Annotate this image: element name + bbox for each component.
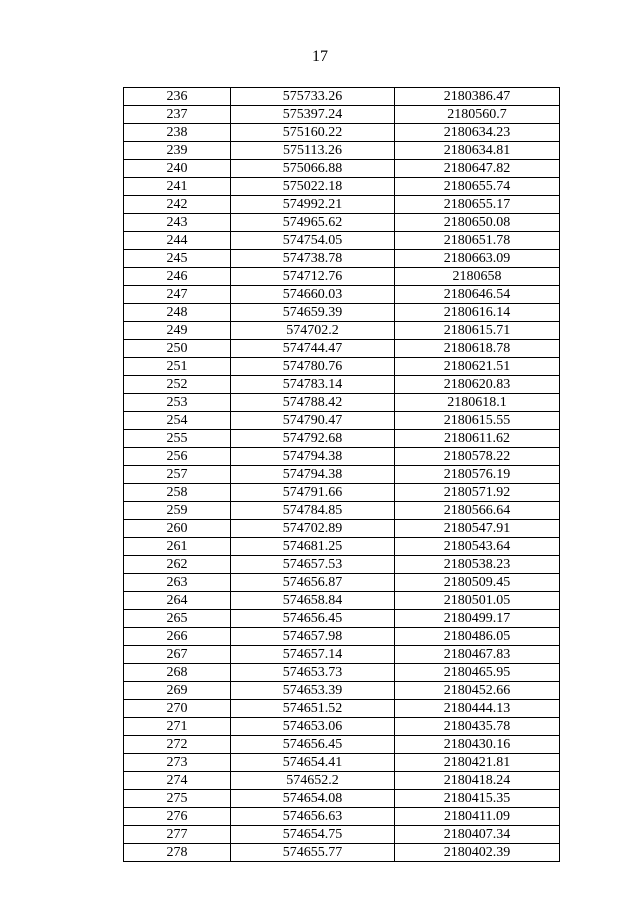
y-coordinate-cell: 2180499.17	[395, 610, 560, 628]
y-coordinate-cell: 2180618.1	[395, 394, 560, 412]
x-coordinate-cell: 574651.52	[231, 700, 395, 718]
y-coordinate-cell: 2180407.34	[395, 826, 560, 844]
table-row	[124, 790, 560, 808]
table-row	[124, 574, 560, 592]
x-coordinate-cell: 574656.45	[231, 610, 395, 628]
point-number-cell: 275	[124, 790, 231, 808]
table-row	[124, 448, 560, 466]
point-number-cell: 270	[124, 700, 231, 718]
point-number-cell: 254	[124, 412, 231, 430]
table-row	[124, 664, 560, 682]
y-coordinate-cell: 2180655.17	[395, 196, 560, 214]
x-coordinate-cell: 575066.88	[231, 160, 395, 178]
table-row	[124, 358, 560, 376]
point-number-cell: 256	[124, 448, 231, 466]
point-number-cell: 262	[124, 556, 231, 574]
point-number-cell: 265	[124, 610, 231, 628]
x-coordinate-cell: 574681.25	[231, 538, 395, 556]
point-number-cell: 242	[124, 196, 231, 214]
point-number-cell: 252	[124, 376, 231, 394]
x-coordinate-cell: 574790.47	[231, 412, 395, 430]
point-number-cell: 237	[124, 106, 231, 124]
coordinates-table	[123, 87, 560, 862]
point-number-cell: 249	[124, 322, 231, 340]
y-coordinate-cell: 2180421.81	[395, 754, 560, 772]
y-coordinate-cell: 2180651.78	[395, 232, 560, 250]
table-row	[124, 520, 560, 538]
point-number-cell: 255	[124, 430, 231, 448]
point-number-cell: 251	[124, 358, 231, 376]
x-coordinate-cell: 574792.68	[231, 430, 395, 448]
table-row	[124, 340, 560, 358]
point-number-cell: 239	[124, 142, 231, 160]
point-number-cell: 236	[124, 88, 231, 106]
y-coordinate-cell: 2180663.09	[395, 250, 560, 268]
table-row	[124, 394, 560, 412]
point-number-cell: 246	[124, 268, 231, 286]
y-coordinate-cell: 2180402.39	[395, 844, 560, 862]
point-number-cell: 260	[124, 520, 231, 538]
table-row	[124, 178, 560, 196]
table-row	[124, 772, 560, 790]
y-coordinate-cell: 2180538.23	[395, 556, 560, 574]
point-number-cell: 264	[124, 592, 231, 610]
point-number-cell: 267	[124, 646, 231, 664]
table-row	[124, 610, 560, 628]
table-row	[124, 484, 560, 502]
point-number-cell: 250	[124, 340, 231, 358]
point-number-cell: 269	[124, 682, 231, 700]
x-coordinate-cell: 574656.45	[231, 736, 395, 754]
y-coordinate-cell: 2180647.82	[395, 160, 560, 178]
point-number-cell: 258	[124, 484, 231, 502]
table-row	[124, 826, 560, 844]
table-row	[124, 250, 560, 268]
table-row	[124, 430, 560, 448]
x-coordinate-cell: 574965.62	[231, 214, 395, 232]
y-coordinate-cell: 2180566.64	[395, 502, 560, 520]
y-coordinate-cell: 2180411.09	[395, 808, 560, 826]
point-number-cell: 263	[124, 574, 231, 592]
point-number-cell: 261	[124, 538, 231, 556]
x-coordinate-cell: 574657.98	[231, 628, 395, 646]
x-coordinate-cell: 575733.26	[231, 88, 395, 106]
x-coordinate-cell: 575113.26	[231, 142, 395, 160]
point-number-cell: 247	[124, 286, 231, 304]
table-row	[124, 592, 560, 610]
table-row	[124, 844, 560, 862]
y-coordinate-cell: 2180547.91	[395, 520, 560, 538]
y-coordinate-cell: 2180465.95	[395, 664, 560, 682]
point-number-cell: 268	[124, 664, 231, 682]
table-row	[124, 232, 560, 250]
coordinates-table-body	[124, 88, 560, 862]
y-coordinate-cell: 2180616.14	[395, 304, 560, 322]
x-coordinate-cell: 574653.06	[231, 718, 395, 736]
point-number-cell: 259	[124, 502, 231, 520]
point-number-cell: 273	[124, 754, 231, 772]
table-row	[124, 268, 560, 286]
table-row	[124, 142, 560, 160]
point-number-cell: 244	[124, 232, 231, 250]
point-number-cell: 278	[124, 844, 231, 862]
point-number-cell: 276	[124, 808, 231, 826]
table-row	[124, 556, 560, 574]
point-number-cell: 253	[124, 394, 231, 412]
x-coordinate-cell: 574744.47	[231, 340, 395, 358]
y-coordinate-cell: 2180650.08	[395, 214, 560, 232]
x-coordinate-cell: 574656.63	[231, 808, 395, 826]
point-number-cell: 272	[124, 736, 231, 754]
table-row	[124, 682, 560, 700]
x-coordinate-cell: 574788.42	[231, 394, 395, 412]
x-coordinate-cell: 574658.84	[231, 592, 395, 610]
y-coordinate-cell: 2180418.24	[395, 772, 560, 790]
point-number-cell: 257	[124, 466, 231, 484]
x-coordinate-cell: 574780.76	[231, 358, 395, 376]
table-row	[124, 304, 560, 322]
table-row	[124, 808, 560, 826]
x-coordinate-cell: 574660.03	[231, 286, 395, 304]
table-row	[124, 754, 560, 772]
x-coordinate-cell: 574656.87	[231, 574, 395, 592]
point-number-cell: 248	[124, 304, 231, 322]
y-coordinate-cell: 2180655.74	[395, 178, 560, 196]
x-coordinate-cell: 574655.77	[231, 844, 395, 862]
table-row	[124, 196, 560, 214]
x-coordinate-cell: 574712.76	[231, 268, 395, 286]
y-coordinate-cell: 2180611.62	[395, 430, 560, 448]
y-coordinate-cell: 2180615.55	[395, 412, 560, 430]
table-row	[124, 88, 560, 106]
x-coordinate-cell: 574702.89	[231, 520, 395, 538]
point-number-cell: 243	[124, 214, 231, 232]
page-number: 17	[312, 48, 328, 65]
x-coordinate-cell: 574654.08	[231, 790, 395, 808]
y-coordinate-cell: 2180615.71	[395, 322, 560, 340]
x-coordinate-cell: 574654.41	[231, 754, 395, 772]
y-coordinate-cell: 2180646.54	[395, 286, 560, 304]
table-row	[124, 412, 560, 430]
x-coordinate-cell: 574784.85	[231, 502, 395, 520]
x-coordinate-cell: 574659.39	[231, 304, 395, 322]
table-row	[124, 700, 560, 718]
point-number-cell: 238	[124, 124, 231, 142]
y-coordinate-cell: 2180560.7	[395, 106, 560, 124]
point-number-cell: 274	[124, 772, 231, 790]
x-coordinate-cell: 575397.24	[231, 106, 395, 124]
point-number-cell: 241	[124, 178, 231, 196]
x-coordinate-cell: 574992.21	[231, 196, 395, 214]
y-coordinate-cell: 2180618.78	[395, 340, 560, 358]
x-coordinate-cell: 575022.18	[231, 178, 395, 196]
x-coordinate-cell: 574702.2	[231, 322, 395, 340]
table-row	[124, 646, 560, 664]
y-coordinate-cell: 2180578.22	[395, 448, 560, 466]
table-row	[124, 376, 560, 394]
y-coordinate-cell: 2180435.78	[395, 718, 560, 736]
y-coordinate-cell: 2180430.16	[395, 736, 560, 754]
y-coordinate-cell: 2180415.35	[395, 790, 560, 808]
x-coordinate-cell: 574653.73	[231, 664, 395, 682]
y-coordinate-cell: 2180467.83	[395, 646, 560, 664]
table-row	[124, 502, 560, 520]
x-coordinate-cell: 575160.22	[231, 124, 395, 142]
table-row	[124, 718, 560, 736]
x-coordinate-cell: 574652.2	[231, 772, 395, 790]
y-coordinate-cell: 2180634.23	[395, 124, 560, 142]
y-coordinate-cell: 2180509.45	[395, 574, 560, 592]
y-coordinate-cell: 2180486.05	[395, 628, 560, 646]
y-coordinate-cell: 2180576.19	[395, 466, 560, 484]
table-row	[124, 214, 560, 232]
table-row	[124, 628, 560, 646]
table-row	[124, 106, 560, 124]
point-number-cell: 266	[124, 628, 231, 646]
y-coordinate-cell: 2180658	[395, 268, 560, 286]
x-coordinate-cell: 574794.38	[231, 448, 395, 466]
y-coordinate-cell: 2180571.92	[395, 484, 560, 502]
y-coordinate-cell: 2180543.64	[395, 538, 560, 556]
point-number-cell: 277	[124, 826, 231, 844]
y-coordinate-cell: 2180620.83	[395, 376, 560, 394]
x-coordinate-cell: 574657.14	[231, 646, 395, 664]
table-row	[124, 466, 560, 484]
y-coordinate-cell: 2180621.51	[395, 358, 560, 376]
x-coordinate-cell: 574783.14	[231, 376, 395, 394]
point-number-cell: 271	[124, 718, 231, 736]
table-row	[124, 736, 560, 754]
y-coordinate-cell: 2180452.66	[395, 682, 560, 700]
y-coordinate-cell: 2180634.81	[395, 142, 560, 160]
y-coordinate-cell: 2180444.13	[395, 700, 560, 718]
x-coordinate-cell: 574738.78	[231, 250, 395, 268]
point-number-cell: 245	[124, 250, 231, 268]
table-row	[124, 160, 560, 178]
x-coordinate-cell: 574654.75	[231, 826, 395, 844]
table-row	[124, 286, 560, 304]
table-row	[124, 124, 560, 142]
point-number-cell: 240	[124, 160, 231, 178]
y-coordinate-cell: 2180501.05	[395, 592, 560, 610]
x-coordinate-cell: 574653.39	[231, 682, 395, 700]
table-row	[124, 538, 560, 556]
table-row	[124, 322, 560, 340]
x-coordinate-cell: 574754.05	[231, 232, 395, 250]
x-coordinate-cell: 574791.66	[231, 484, 395, 502]
x-coordinate-cell: 574657.53	[231, 556, 395, 574]
x-coordinate-cell: 574794.38	[231, 466, 395, 484]
y-coordinate-cell: 2180386.47	[395, 88, 560, 106]
